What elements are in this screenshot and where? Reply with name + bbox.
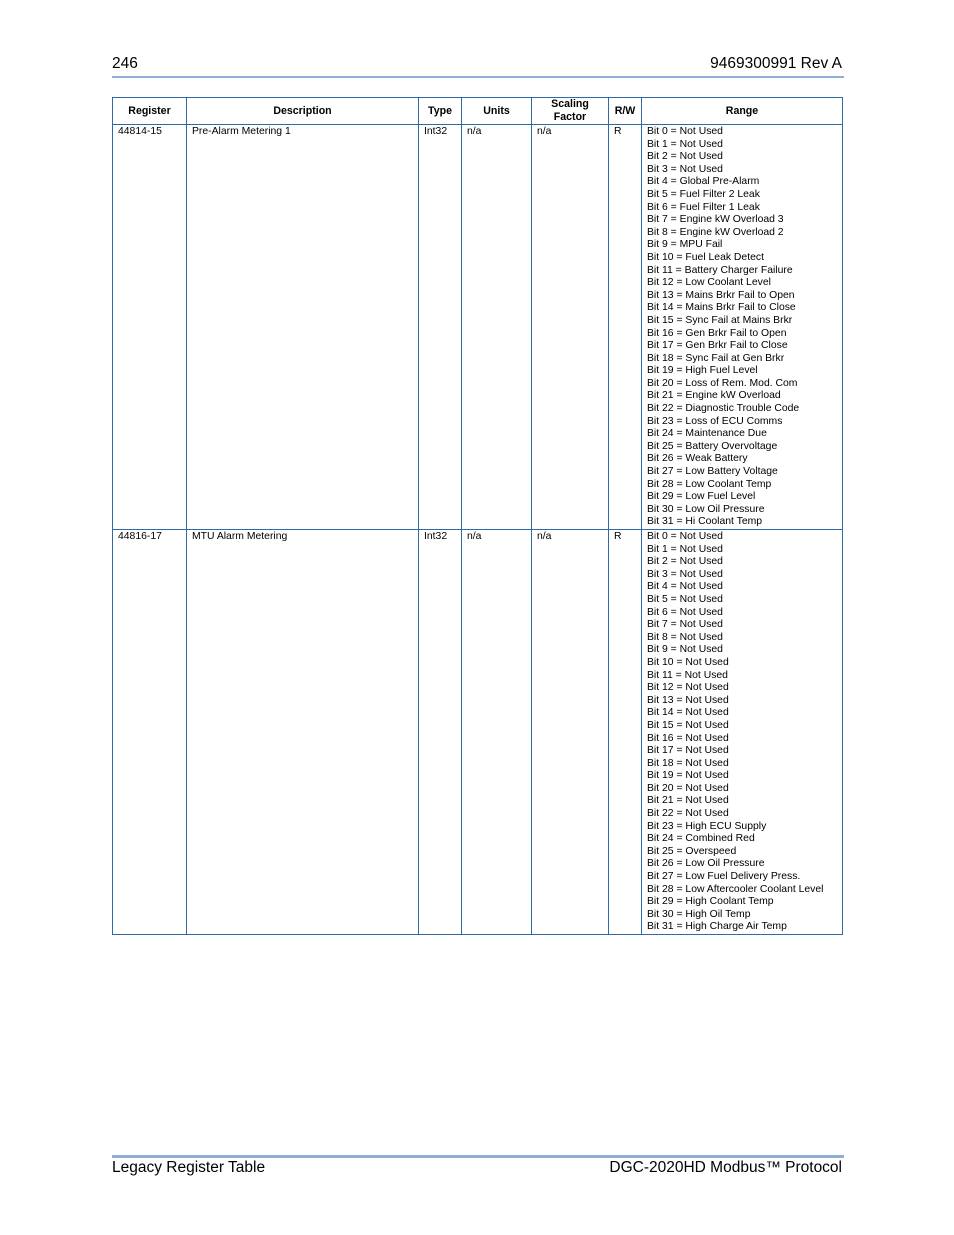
range-bit-item: Bit 24 = Combined Red xyxy=(647,833,755,845)
range-bit-item: Bit 29 = High Coolant Temp xyxy=(647,896,774,908)
range-bit-item: Bit 10 = Not Used xyxy=(647,656,729,668)
range-bit-item: Bit 5 = Not Used xyxy=(647,593,723,605)
range-bit-item: Bit 4 = Not Used xyxy=(647,581,723,593)
range-bit-item: Bit 25 = Battery Overvoltage xyxy=(647,440,778,452)
column-header-scaling-factor: Scaling Factor xyxy=(532,98,609,125)
header-divider xyxy=(112,76,844,78)
range-bit-item: Bit 1 = Not Used xyxy=(647,138,723,150)
rw-cell: R xyxy=(609,125,642,530)
range-bit-item: Bit 23 = High ECU Supply xyxy=(647,820,767,832)
range-bit-item: Bit 30 = Low Oil Pressure xyxy=(647,503,765,515)
range-bit-item: Bit 27 = Low Fuel Delivery Press. xyxy=(647,871,801,883)
range-bit-item: Bit 31 = High Charge Air Temp xyxy=(647,921,787,933)
footer-divider xyxy=(112,1155,844,1158)
column-header-units: Units xyxy=(462,98,532,125)
range-bit-item: Bit 1 = Not Used xyxy=(647,543,723,555)
range-bit-item: Bit 3 = Not Used xyxy=(647,163,723,175)
table-row xyxy=(113,125,843,530)
range-bit-item: Bit 27 = Low Battery Voltage xyxy=(647,466,778,478)
column-header-description: Description xyxy=(187,98,419,125)
range-bit-item: Bit 18 = Not Used xyxy=(647,757,729,769)
register-cell: 44814-15 xyxy=(113,125,187,530)
table-header-row xyxy=(113,98,843,125)
range-bit-item: Bit 0 = Not Used xyxy=(647,126,723,137)
range-bit-item: Bit 0 = Not Used xyxy=(647,531,723,542)
footer-section-title: Legacy Register Table xyxy=(112,1159,266,1176)
units-cell: n/a xyxy=(462,530,532,935)
range-bit-item: Bit 15 = Not Used xyxy=(647,719,729,731)
range-bit-item: Bit 22 = Diagnostic Trouble Code xyxy=(647,403,800,415)
range-bit-item: Bit 21 = Engine kW Overload xyxy=(647,390,781,402)
range-bit-item: Bit 14 = Not Used xyxy=(647,707,729,719)
range-bit-item: Bit 17 = Not Used xyxy=(647,745,729,757)
range-bit-item: Bit 4 = Global Pre-Alarm xyxy=(647,176,760,188)
range-bit-item: Bit 13 = Mains Brkr Fail to Open xyxy=(647,289,795,301)
range-bit-item: Bit 2 = Not Used xyxy=(647,556,723,568)
range-bit-item: Bit 12 = Low Coolant Level xyxy=(647,277,771,289)
range-bit-item: Bit 18 = Sync Fail at Gen Brkr xyxy=(647,352,785,364)
range-bit-item: Bit 9 = Not Used xyxy=(647,644,723,656)
range-bit-item: Bit 16 = Gen Brkr Fail to Open xyxy=(647,327,787,339)
range-bit-item: Bit 9 = MPU Fail xyxy=(647,239,723,251)
range-bit-item: Bit 26 = Low Oil Pressure xyxy=(647,858,765,870)
range-bit-item: Bit 31 = Hi Coolant Temp xyxy=(647,516,763,528)
range-bit-item: Bit 2 = Not Used xyxy=(647,151,723,163)
range-cell xyxy=(642,125,843,530)
range-bit-item: Bit 7 = Not Used xyxy=(647,619,723,631)
range-cell xyxy=(642,530,843,935)
range-bit-item: Bit 8 = Engine kW Overload 2 xyxy=(647,226,784,238)
register-table xyxy=(112,97,843,935)
range-bit-item: Bit 8 = Not Used xyxy=(647,631,723,643)
range-bit-item: Bit 17 = Gen Brkr Fail to Close xyxy=(647,340,788,352)
range-bit-item: Bit 15 = Sync Fail at Mains Brkr xyxy=(647,314,793,326)
range-bit-item: Bit 24 = Maintenance Due xyxy=(647,428,767,440)
range-bit-item: Bit 6 = Not Used xyxy=(647,606,723,618)
column-header-range: Range xyxy=(642,98,843,125)
description-cell: MTU Alarm Metering xyxy=(187,530,419,935)
type-cell: Int32 xyxy=(419,125,462,530)
range-bit-item: Bit 28 = Low Aftercooler Coolant Level xyxy=(647,883,824,895)
column-header-register: Register xyxy=(113,98,187,125)
range-bit-item: Bit 19 = High Fuel Level xyxy=(647,365,758,377)
register-cell: 44816-17 xyxy=(113,530,187,935)
column-header-type: Type xyxy=(419,98,462,125)
range-bit-item: Bit 23 = Loss of ECU Comms xyxy=(647,415,783,427)
description-cell: Pre-Alarm Metering 1 xyxy=(187,125,419,530)
range-bit-item: Bit 10 = Fuel Leak Detect xyxy=(647,251,764,263)
range-bit-item: Bit 5 = Fuel Filter 2 Leak xyxy=(647,188,760,200)
range-bit-item: Bit 14 = Mains Brkr Fail to Close xyxy=(647,302,796,314)
document-number: 9469300991 Rev A xyxy=(710,55,842,72)
range-bit-item: Bit 12 = Not Used xyxy=(647,682,729,694)
table-row xyxy=(113,530,843,935)
range-bit-item: Bit 30 = High Oil Temp xyxy=(647,908,751,920)
scaling-cell: n/a xyxy=(532,125,609,530)
range-bit-item: Bit 21 = Not Used xyxy=(647,795,729,807)
range-bit-item: Bit 11 = Not Used xyxy=(647,669,728,681)
range-bit-item: Bit 11 = Battery Charger Failure xyxy=(647,264,793,276)
scaling-cell: n/a xyxy=(532,530,609,935)
range-bit-item: Bit 20 = Loss of Rem. Mod. Com xyxy=(647,377,798,389)
range-bit-item: Bit 26 = Weak Battery xyxy=(647,453,748,465)
page-header xyxy=(112,55,844,77)
units-cell: n/a xyxy=(462,125,532,530)
range-bit-item: Bit 22 = Not Used xyxy=(647,808,729,820)
range-bit-item: Bit 29 = Low Fuel Level xyxy=(647,491,756,503)
type-cell: Int32 xyxy=(419,530,462,935)
rw-cell: R xyxy=(609,530,642,935)
range-bit-item: Bit 25 = Overspeed xyxy=(647,845,737,857)
page-footer xyxy=(112,1159,844,1179)
range-bit-item: Bit 13 = Not Used xyxy=(647,694,729,706)
range-bit-item: Bit 16 = Not Used xyxy=(647,732,729,744)
page-number: 246 xyxy=(112,55,138,72)
range-bit-item: Bit 28 = Low Coolant Temp xyxy=(647,478,772,490)
range-bit-item: Bit 20 = Not Used xyxy=(647,782,729,794)
range-bit-item: Bit 7 = Engine kW Overload 3 xyxy=(647,214,784,226)
range-bit-item: Bit 6 = Fuel Filter 1 Leak xyxy=(647,201,760,213)
column-header-rw: R/W xyxy=(609,98,642,125)
footer-document-title: DGC-2020HD Modbus™ Protocol xyxy=(609,1159,842,1176)
range-bit-item: Bit 3 = Not Used xyxy=(647,568,723,580)
range-bit-item: Bit 19 = Not Used xyxy=(647,770,729,782)
